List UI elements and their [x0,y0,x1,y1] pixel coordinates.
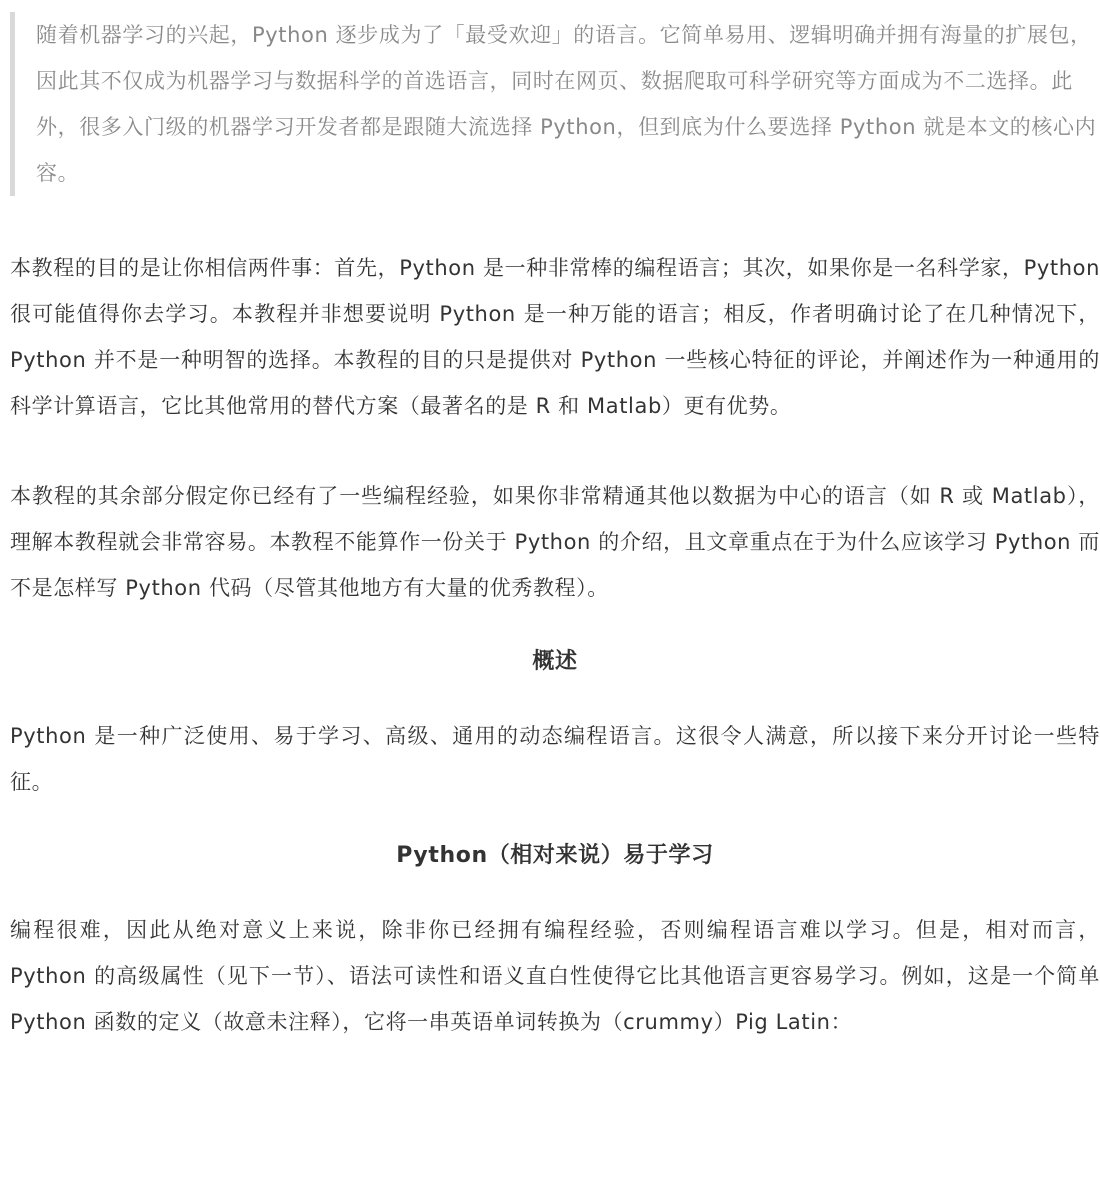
spacer [10,879,1100,907]
paragraph-overview: Python 是一种广泛使用、易于学习、高级、通用的动态编程语言。这很令人满意，所以接下来分开讨论一些特征。 [10,724,1100,794]
heading-overview: 概述 [532,649,578,674]
heading-easy-to-learn: Python（相对来说）易于学习 [396,843,714,868]
paragraph-easy-to-learn: 编程很难，因此从绝对意义上来说，除非你已经拥有编程经验，否则编程语言难以学习。但是，相对而言，Python 的高级属性（见下一节）、语法可读性和语义直白性使得它比其他语言更容易学习。例如，这是一个简单 Python 函数的定义（故意未注释），它将一串英语单词转换为（crummy）Pig Latin： [10,918,1100,1034]
spacer [10,611,1100,639]
spacer [10,429,1100,473]
intro-blockquote [10,12,1100,196]
spacer [10,685,1100,713]
spacer [10,196,1100,245]
paragraph-purpose: 本教程的目的是让你相信两件事：首先，Python 是一种非常棒的编程语言；其次，如果你是一名科学家，Python 很可能值得你去学习。本教程并非想要说明 Python 是一种万能的语言；相反，作者明确讨论了在几种情况下，Python 并不是一种明智的选择。本教程的目的只是提供对 Python 一些核心特征的评论，并阐述作为一种通用的科学计算语言，它比其他常用的替代方案（最著名的是 R 和 Matlab）更有优势。 [10,256,1100,418]
paragraph-assumptions: 本教程的其余部分假定你已经有了一些编程经验，如果你非常精通其他以数据为中心的语言（如 R 或 Matlab），理解本教程就会非常容易。本教程不能算作一份关于 Python 的介绍，且文章重点在于为什么应该学习 Python 而不是怎样写 Python 代码（尽管其他地方有大量的优秀教程）。 [10,484,1100,600]
spacer [10,805,1100,833]
intro-quote-text: 随着机器学习的兴起，Python 逐步成为了「最受欢迎」的语言。它简单易用、逻辑明确并拥有海量的扩展包，因此其不仅成为机器学习与数据科学的首选语言，同时在网页、数据爬取可科学研究等方面成为不二选择。此外，很多入门级的机器学习开发者都是跟随大流选择 Python，但到底为什么要选择 Python 就是本文的核心内容。 [36,23,1097,185]
